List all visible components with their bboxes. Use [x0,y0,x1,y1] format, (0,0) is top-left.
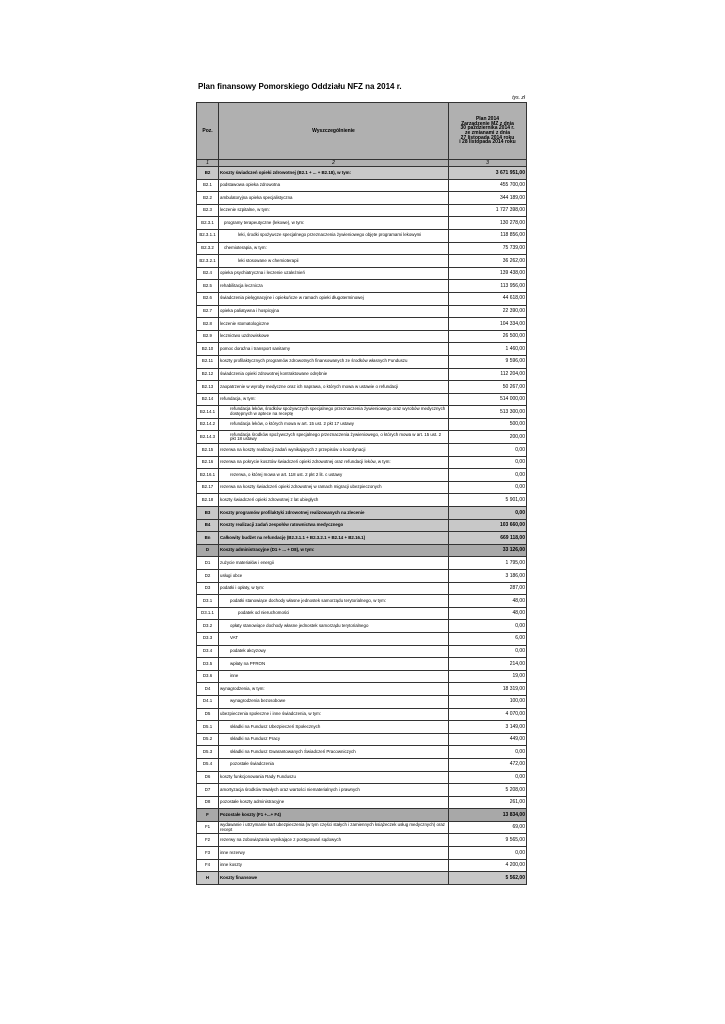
row-value: 5 562,00 [449,872,527,885]
row-description: rezerwa, o której mowa w art. 118 ust. 2 pkt 2 lit. c ustawy [219,469,449,482]
row-code: B2.5 [197,280,219,293]
row-description: VAT [219,632,449,645]
row-value: 9 565,00 [449,834,527,847]
row-value: 69,00 [449,821,527,834]
row-description: opieka paliatywna i hospicyjna [219,305,449,318]
row-code: D7 [197,784,219,797]
row-code: D4.1 [197,695,219,708]
table-row [197,557,527,570]
row-value: 118 856,00 [449,229,527,242]
row-code: F1 [197,821,219,834]
row-code: D5.1 [197,721,219,734]
table-row [197,746,527,759]
row-value: 103 660,00 [449,519,527,532]
row-description: podatek akcyzowy [219,645,449,658]
row-value: 669 118,00 [449,532,527,545]
row-value: 287,00 [449,582,527,595]
row-value: 0,00 [449,847,527,860]
table-row [197,431,527,444]
column-number: 2 [219,160,449,167]
row-description: opłaty stanowiące dochody własne jednostek samorządu terytorialnego [219,620,449,633]
table-row [197,393,527,406]
row-code: B2.3.1 [197,217,219,230]
table-row [197,229,527,242]
table-row [197,595,527,608]
row-value: 48,00 [449,595,527,608]
table-row [197,179,527,192]
row-code: B2.15 [197,444,219,457]
row-value: 3 149,00 [449,721,527,734]
plan-header-line: 27 listopada 2014 roku [460,134,515,141]
row-code: B3 [197,507,219,520]
column-header-poz: Poz. [197,103,219,160]
row-value: 0,00 [449,444,527,457]
row-code: B2.14.2 [197,418,219,431]
row-code: F4 [197,859,219,872]
row-value: 0,00 [449,771,527,784]
row-value: 113 956,00 [449,280,527,293]
row-value: 4 200,00 [449,859,527,872]
row-value: 22 390,00 [449,305,527,318]
row-description: refundacja, w tym: [219,393,449,406]
row-description: składki na Fundusz Pracy [219,733,449,746]
table-row [197,784,527,797]
row-description: pozostałe świadczenia [219,758,449,771]
table-row [197,368,527,381]
row-description: koszty profilaktycznych programów zdrowotnych finansowanych ze środków własnych Funduszu [219,355,449,368]
table-row [197,695,527,708]
row-code: D5.2 [197,733,219,746]
row-description: leczenie stomatologiczne [219,318,449,331]
row-code: B2.16 [197,456,219,469]
row-code: B2.14.1 [197,406,219,419]
row-value: 0,00 [449,746,527,759]
table-row [197,469,527,482]
row-code: B2.1 [197,179,219,192]
row-value: 514 000,00 [449,393,527,406]
table-row [197,519,527,532]
row-description: rezerwa na koszty realizacji zadań wynikających z przepisów o koordynacji [219,444,449,457]
table-row [197,721,527,734]
row-description: podatek od nieruchomości [219,607,449,620]
table-row [197,771,527,784]
row-code: D3 [197,582,219,595]
row-description: podatki stanowiące dochody własne jednostek samorządu terytorialnego, w tym: [219,595,449,608]
row-code: B2.14.3 [197,431,219,444]
row-code: F2 [197,834,219,847]
row-description: Koszty realizacji zadań zespołów ratownictwa medycznego [219,519,449,532]
row-code: Bn [197,532,219,545]
table-row [197,280,527,293]
row-description: refundacja leków, o których mowa w art. 15 ust. 2 pkt 17 ustawy [219,418,449,431]
row-code: B2.11 [197,355,219,368]
row-code: D3.3 [197,632,219,645]
row-code: B2.8 [197,318,219,331]
row-value: 19,00 [449,670,527,683]
row-value: 0,00 [449,645,527,658]
row-description: lecznictwo uzdrowiskowe [219,330,449,343]
row-description: Koszty programów profilaktyki zdrowotnej realizowanych na zlecenie [219,507,449,520]
row-value: 48,00 [449,607,527,620]
row-code: D3.6 [197,670,219,683]
table-row [197,796,527,809]
table-row [197,645,527,658]
row-value: 26 500,00 [449,330,527,343]
row-code: D8 [197,796,219,809]
row-description: pomoc doraźna i transport sanitarny [219,343,449,356]
row-code: B2.9 [197,330,219,343]
table-row [197,192,527,205]
row-code: D3.2 [197,620,219,633]
row-description: świadczenia pielęgnacyjne i opiekuńcze w ramach opieki długoterminowej [219,292,449,305]
row-description: leczenie szpitalne, w tym: [219,204,449,217]
row-code: B2.14 [197,393,219,406]
row-description: Pozostałe koszty (F1 +...+ F4) [219,809,449,822]
table-row [197,532,527,545]
row-code: B2.13 [197,381,219,394]
row-code: D [197,544,219,557]
row-code: H [197,872,219,885]
header-row [197,103,527,160]
table-row [197,582,527,595]
table-row [197,481,527,494]
column-number: 3 [449,160,527,167]
row-description: składki na Fundusz Ubezpieczeń Społecznych [219,721,449,734]
table-row [197,620,527,633]
row-description: Koszty finansowe [219,872,449,885]
financial-plan-table [196,102,527,885]
row-value: 6,00 [449,632,527,645]
row-description: inne rezerwy [219,847,449,860]
row-description: Koszty administracyjne (D1 + ... + D8), w tym: [219,544,449,557]
row-description: rezerwa na pokrycie kosztów świadczeń opieki zdrowotnej oraz refundacji leków, w tym: [219,456,449,469]
row-value: 33 126,00 [449,544,527,557]
row-code: B2.16.1 [197,469,219,482]
table-row [197,544,527,557]
row-value: 200,00 [449,431,527,444]
row-description: koszty świadczeń opieki zdrowotnej z lat ubiegłych [219,494,449,507]
row-value: 50 267,00 [449,381,527,394]
row-value: 104 334,00 [449,318,527,331]
row-description: Koszty świadczeń opieki zdrowotnej (B2.1 + ... + B2.18), w tym: [219,167,449,180]
row-description: chemioterapia, w tym: [219,242,449,255]
table-row [197,255,527,268]
row-description: refundacja leków, środków spożywczych specjalnego przeznaczenia żywieniowego oraz wyrobów medycznych dostępnych w aptece na receptę [219,406,449,419]
row-value: 3 186,00 [449,570,527,583]
row-value: 0,00 [449,620,527,633]
table-row [197,834,527,847]
table-row [197,318,527,331]
row-code: B2.3.2.1 [197,255,219,268]
row-value: 344 189,00 [449,192,527,205]
row-code: F3 [197,847,219,860]
row-code: D5 [197,708,219,721]
row-description: inne koszty [219,859,449,872]
table-row [197,809,527,822]
row-value: 5 901,00 [449,494,527,507]
row-code: D5.3 [197,746,219,759]
row-code: B2.18 [197,494,219,507]
row-value: 112 204,00 [449,368,527,381]
row-description: wpłaty na PFRON [219,658,449,671]
table-row [197,632,527,645]
row-description: ubezpieczenia społeczne i inne świadczenia, w tym: [219,708,449,721]
table-row [197,507,527,520]
row-value: 261,00 [449,796,527,809]
row-description: rezerwy na zobowiązania wynikające z postępowań sądowych [219,834,449,847]
table-row [197,821,527,834]
table-row [197,859,527,872]
row-description: leki, środki spożywcze specjalnego przeznaczenia żywieniowego objęte programami lekowymi [219,229,449,242]
table-row [197,872,527,885]
row-value: 500,00 [449,418,527,431]
row-description: zaopatrzenie w wyroby medyczne oraz ich naprawa, o których mowa w ustawie o refundacji [219,381,449,394]
row-value: 4 070,00 [449,708,527,721]
table-row [197,494,527,507]
row-description: Całkowity budżet na refundację (B2.3.1.1 + B2.3.2.1 + B2.14 + B2.16.1) [219,532,449,545]
table-row [197,758,527,771]
table-row [197,406,527,419]
row-code: D3.1.1 [197,607,219,620]
row-value: 1 460,00 [449,343,527,356]
row-code: D1 [197,557,219,570]
row-description: świadczenia opieki zdrowotnej kontraktowane odrębnie [219,368,449,381]
table-row [197,456,527,469]
table-row [197,330,527,343]
row-description: wynagrodzenia, w tym: [219,683,449,696]
table-row [197,658,527,671]
row-description: pozostałe koszty administracyjne [219,796,449,809]
table-row [197,444,527,457]
row-description: rezerwa na koszty świadczeń opieki zdrowotnej w ramach migracji ubezpieczonych [219,481,449,494]
row-description: wynagrodzenia bezosobowe [219,695,449,708]
row-description: podstawowa opieka zdrowotna [219,179,449,192]
row-code: D6 [197,771,219,784]
table-row [197,355,527,368]
column-header-name: Wyszczególnienie [219,103,449,160]
row-value: 0,00 [449,481,527,494]
table-row [197,683,527,696]
row-description: programy terapeutyczne (lekowe), w tym: [219,217,449,230]
row-value: 449,00 [449,733,527,746]
row-value: 1 727 398,00 [449,204,527,217]
column-number-row [197,160,527,167]
row-value: 100,00 [449,695,527,708]
row-description: rehabilitacja lecznicza [219,280,449,293]
table-body [197,167,527,885]
row-code: B2.3.1.1 [197,229,219,242]
row-description: amortyzacja środków trwałych oraz wartości niematerialnych i prawnych [219,784,449,797]
plan-header-line: Zarządzenie MZ z dnia [461,120,514,127]
row-description: inne [219,670,449,683]
row-description: opieka psychiatryczna i leczenie uzależnień [219,267,449,280]
row-value: 214,00 [449,658,527,671]
row-value: 130 278,00 [449,217,527,230]
row-code: D3.1 [197,595,219,608]
plan-header-line: i 28 listopada 2014 roku [459,139,516,146]
row-description: leki stosowane w chemioterapii [219,255,449,268]
row-value: 18 319,00 [449,683,527,696]
row-description: ambulatoryjna opieka specjalistyczna [219,192,449,205]
row-code: B2.7 [197,305,219,318]
row-value: 5 208,00 [449,784,527,797]
row-code: B2.17 [197,481,219,494]
plan-header-line: Plan 2014 [475,116,500,123]
table-row [197,381,527,394]
table-row [197,292,527,305]
table-row [197,733,527,746]
row-code: B2.12 [197,368,219,381]
row-code: B2.4 [197,267,219,280]
row-value: 455 700,00 [449,179,527,192]
row-code: B4 [197,519,219,532]
row-value: 44 618,00 [449,292,527,305]
table-row [197,305,527,318]
row-code: D4 [197,683,219,696]
table-row [197,607,527,620]
table-row [197,242,527,255]
table-row [197,204,527,217]
row-value: 472,00 [449,758,527,771]
table-row [197,847,527,860]
row-code: B2.6 [197,292,219,305]
row-code: B2.3.2 [197,242,219,255]
row-value: 1 795,00 [449,557,527,570]
row-code: B2.2 [197,192,219,205]
table-row [197,343,527,356]
row-value: 513 300,00 [449,406,527,419]
row-description: podatki i opłaty, w tym: [219,582,449,595]
table-row [197,267,527,280]
table-row [197,418,527,431]
row-description: wydawanie i utrzymanie kart ubezpieczenia (w tym części stałych i zamiennych książeczek usług medycznych) oraz recept [219,821,449,834]
table-row [197,708,527,721]
table-row [197,167,527,180]
row-code: D3.4 [197,645,219,658]
row-description: koszty funkcjonowania Rady Funduszu [219,771,449,784]
row-value: 139 438,00 [449,267,527,280]
row-description: składki na Fundusz Gwarantowanych Świadczeń Pracowniczych [219,746,449,759]
row-value: 13 834,00 [449,809,527,822]
row-description: refundacja środków spożywczych specjalnego przeznaczenia żywieniowego, o których mowa w art. 15 ust. 2 pkt 18 ustawy [219,431,449,444]
row-value: 0,00 [449,469,527,482]
row-code: B2.3 [197,204,219,217]
row-code: F [197,809,219,822]
row-value: 75 739,00 [449,242,527,255]
column-number: 1 [197,160,219,167]
row-code: D3.5 [197,658,219,671]
row-description: zużycie materiałów i energii [219,557,449,570]
row-value: 9 596,00 [449,355,527,368]
column-header-plan [449,103,527,160]
row-value: 36 262,00 [449,255,527,268]
row-code: D2 [197,570,219,583]
row-code: B2 [197,167,219,180]
table-row [197,217,527,230]
row-value: 0,00 [449,507,527,520]
plan-header-line: 30 października 2014 r. [460,125,515,132]
row-value: 0,00 [449,456,527,469]
row-code: B2.10 [197,343,219,356]
table-row [197,670,527,683]
unit-label: tys. zł [512,95,525,101]
page-title: Plan finansowy Pomorskiego Oddziału NFZ na 2014 r. [198,82,402,91]
row-description: usługi obce [219,570,449,583]
row-code: D5.4 [197,758,219,771]
plan-header-line: ze zmianami z dnia [464,130,510,136]
table-row [197,570,527,583]
row-value: 3 671 951,00 [449,167,527,180]
